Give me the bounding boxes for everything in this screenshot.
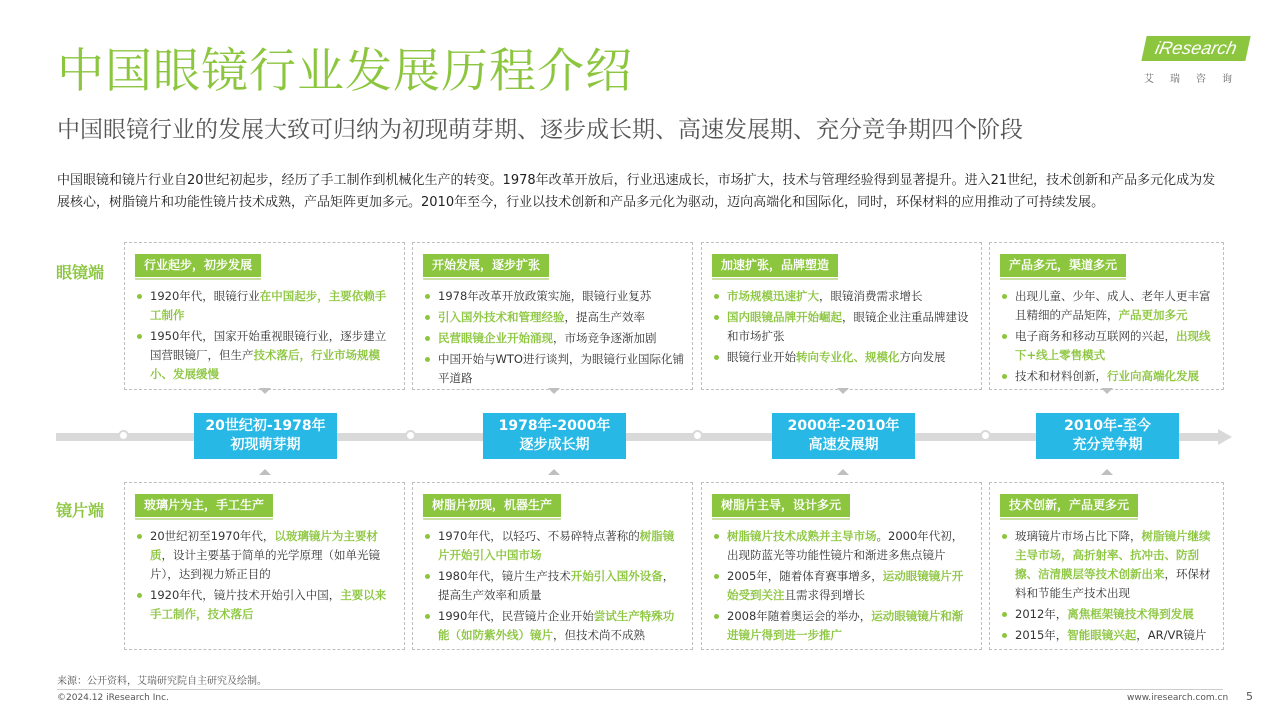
caret-up-icon <box>1101 469 1113 475</box>
timeline-node <box>118 430 129 441</box>
bullet-item <box>1000 287 1215 325</box>
period-years: 2000年-2010年 <box>787 418 900 434</box>
bullet-item <box>135 327 396 384</box>
highlight-text: 主要以来手工制作，技术落后 <box>150 588 387 621</box>
logo-chinese: 艾瑞咨询 <box>1144 74 1248 85</box>
item-text: ，但技术尚不成熟 <box>553 628 645 642</box>
highlight-text: 以玻璃镜片为主要材质 <box>150 529 378 562</box>
bullet-item <box>1000 605 1215 624</box>
period-2 <box>483 413 626 459</box>
top-box-tag: 产品多元，渠道多元 <box>1000 254 1126 277</box>
caret-up-icon <box>837 469 849 475</box>
highlight-text: 技术落后，行业市场规模小、发展缓慢 <box>150 348 380 381</box>
item-text: 1970年代，以轻巧、不易碎特点著称的 <box>438 529 640 543</box>
period-1 <box>194 413 337 459</box>
period-name: 充分竞争期 <box>1072 437 1143 453</box>
bullet-item <box>712 287 973 306</box>
item-text: 1920年代，眼镜行业 <box>150 289 260 303</box>
period-name: 高速发展期 <box>808 437 879 453</box>
caret-down-icon <box>548 388 560 394</box>
page-subtitle: 中国眼镜行业的发展大致可归纳为初现萌芽期、逐步成长期、高速发展期、充分竞争期四个阶段 <box>57 117 1023 143</box>
period-years: 20世纪初-1978年 <box>205 418 326 434</box>
highlight-text: 树脂镜片继续主导市场，高折射率、抗冲击、防刮擦、洁清膜层等技术创新出来 <box>1015 529 1211 581</box>
website-link: www.iresearch.com.cn <box>1127 693 1229 703</box>
highlight-text: 引入国外技术和管理经验 <box>438 310 565 324</box>
bottom-box-list <box>423 527 684 647</box>
period-years: 2010年-至今 <box>1064 418 1151 434</box>
bullet-item <box>135 527 396 584</box>
item-text: 1980年代，镜片生产技术 <box>438 569 571 583</box>
bullet-item <box>423 567 684 605</box>
item-text: 玻璃镜片市场占比下降， <box>1015 529 1142 543</box>
caret-down-icon <box>1101 388 1113 394</box>
item-text: ，市场竞争逐渐加剧 <box>553 331 657 345</box>
bullet-item <box>712 348 973 367</box>
item-text: 1990年代，民营镜片企业开始 <box>438 609 594 623</box>
item-text: 眼镜行业开始 <box>727 350 796 364</box>
bullet-item <box>423 527 684 565</box>
lens-side-label: 镜片端 <box>56 501 105 520</box>
footer-divider <box>57 689 1223 690</box>
item-text: 2015年， <box>1015 628 1068 642</box>
item-text: ，提高生产效率 <box>564 310 645 324</box>
period-4 <box>1036 413 1179 459</box>
source-note: 来源：公开资料，艾瑞研究院自主研究及绘制。 <box>57 676 267 687</box>
item-text: 方向发展 <box>899 350 946 364</box>
bullet-item <box>712 607 973 645</box>
period-name: 初现萌芽期 <box>230 437 301 453</box>
bullet-item <box>1000 367 1215 386</box>
page-number: 5 <box>1246 690 1253 703</box>
page-title: 中国眼镜行业发展历程介绍 <box>57 44 633 99</box>
item-text: ，提高生产效率和质量 <box>438 569 675 602</box>
logo-wordmark: iResearch <box>1141 36 1250 61</box>
bullet-item <box>423 329 684 348</box>
intro-paragraph: 中国眼镜和镜片行业自20世纪初起步，经历了手工制作到机械化生产的转变。1978年改革开放后，行业迅速成长，市场扩大，技术与管理经验得到显著提升。进入21世纪，技术创新和产品多元化成为发展核心，树脂镜片和功能性镜片技术成熟，产品矩阵更加多元。2010年至今，行业以技术创新和产品多元化为驱动，迈向高端化和国际化，同时，环保材料的应用推动了可持续发展。 <box>57 173 1216 210</box>
bullet-item <box>1000 327 1215 365</box>
top-box-3 <box>701 242 982 390</box>
item-text: 出现儿童、少年、成人、老年人更丰富且精细的产品矩阵， <box>1015 289 1211 322</box>
top-box-list <box>712 287 973 369</box>
item-text: ，环保材料和节能生产技术出现 <box>1015 567 1211 600</box>
item-text: 2005年，随着体育赛事增多， <box>727 569 883 583</box>
bottom-box-list <box>135 527 396 626</box>
item-text: ，AR/VR镜片 <box>1136 628 1207 642</box>
highlight-text: 运动眼镜镜片开始受到关注 <box>727 569 964 602</box>
highlight-text: 国内眼镜品牌开始崛起 <box>727 310 842 324</box>
bottom-box-tag: 技术创新，产品更多元 <box>1000 494 1138 517</box>
highlight-text: 树脂镜片技术成熟并主导市场 <box>727 529 877 543</box>
timeline-node <box>980 430 991 441</box>
highlight-text: 出现线下+线上零售模式 <box>1015 329 1211 362</box>
caret-down-icon <box>259 388 271 394</box>
highlight-text: 开始引入国外设备 <box>570 569 663 583</box>
highlight-text: 转向专业化、规模化 <box>796 350 900 364</box>
item-text: 技术和材料创新， <box>1015 369 1107 383</box>
item-text: ，眼镜企业注重品牌建设和市场扩张 <box>727 310 969 343</box>
item-text: 1950年代，国家开始重视眼镜行业，逐步建立国营眼镜厂，但生产 <box>150 329 387 362</box>
top-box-4 <box>989 242 1224 390</box>
top-box-list <box>135 287 396 386</box>
top-box-tag: 行业起步，初步发展 <box>135 254 261 277</box>
bottom-box-2 <box>412 482 693 650</box>
iresearch-logo <box>1140 36 1252 86</box>
bottom-box-4 <box>989 482 1224 650</box>
top-box-list <box>1000 287 1215 388</box>
period-3 <box>772 413 915 459</box>
caret-down-icon <box>837 388 849 394</box>
item-text: 20世纪初至1970年代， <box>150 529 275 543</box>
bottom-box-1 <box>124 482 405 650</box>
bullet-item <box>423 287 684 306</box>
bullet-item <box>135 586 396 624</box>
item-text: ，设计主要基于简单的光学原理（如单光镜片），达到视力矫正目的 <box>150 548 380 581</box>
top-box-tag: 开始发展，逐步扩张 <box>423 254 549 277</box>
bullet-item <box>712 527 973 565</box>
bottom-box-list <box>712 527 973 647</box>
bullet-item <box>712 308 973 346</box>
highlight-text: 智能眼镜兴起 <box>1067 628 1137 642</box>
bottom-box-3 <box>701 482 982 650</box>
bullet-item <box>135 287 396 325</box>
highlight-text: 树脂镜片开始引入中国市场 <box>438 529 675 562</box>
bottom-box-list <box>1000 527 1215 647</box>
item-text: 1978年改革开放政策实施，眼镜行业复苏 <box>438 289 652 303</box>
timeline-node <box>692 430 703 441</box>
top-box-tag: 加速扩张，品牌塑造 <box>712 254 838 277</box>
bullet-item <box>423 308 684 327</box>
item-text: 1920年代，镜片技术开始引入中国， <box>150 588 341 602</box>
highlight-text: 运动眼镜镜片和渐进镜片得到进一步推广 <box>727 609 964 642</box>
highlight-text: 尝试生产特殊功能（如防紫外线）镜片 <box>438 609 675 642</box>
bullet-item <box>423 350 684 388</box>
timeline-node <box>405 430 416 441</box>
item-text: 电子商务和移动互联网的兴起， <box>1015 329 1176 343</box>
item-text: 2008年随着奥运会的举办， <box>727 609 872 623</box>
bottom-box-tag: 树脂片初现，机器生产 <box>423 494 561 517</box>
highlight-text: 产品更加多元 <box>1118 308 1188 322</box>
highlight-text: 离焦框架镜技术得到发展 <box>1067 607 1194 621</box>
caret-up-icon <box>259 469 271 475</box>
top-box-2 <box>412 242 693 390</box>
highlight-text: 市场规模迅速扩大 <box>727 289 819 303</box>
item-text: ，眼镜消费需求增长 <box>819 289 923 303</box>
item-text: 中国开始与WTO进行谈判，为眼镜行业国际化铺平道路 <box>438 352 684 385</box>
timeline-arrow-icon <box>1218 429 1232 445</box>
item-text: 。2000年代初，出现防蓝光等功能性镜片和渐进多焦点镜片 <box>727 529 964 562</box>
eyeglasses-side-label: 眼镜端 <box>56 263 105 282</box>
bottom-box-tag: 玻璃片为主，手工生产 <box>135 494 273 517</box>
caret-up-icon <box>548 469 560 475</box>
top-box-1 <box>124 242 405 390</box>
copyright: ©2024.12 iResearch Inc. <box>57 693 169 703</box>
period-years: 1978年-2000年 <box>498 418 611 434</box>
bullet-item <box>1000 626 1215 645</box>
highlight-text: 在中国起步，主要依赖手工制作 <box>150 289 387 322</box>
highlight-text: 民营眼镜企业开始涌现 <box>438 331 553 345</box>
bullet-item <box>423 607 684 645</box>
period-name: 逐步成长期 <box>519 437 590 453</box>
bullet-item <box>712 567 973 605</box>
item-text: 且需求得到增长 <box>784 588 865 602</box>
top-box-list <box>423 287 684 390</box>
highlight-text: 行业向高端化发展 <box>1107 369 1199 383</box>
item-text: 2012年， <box>1015 607 1068 621</box>
bottom-box-tag: 树脂片主导，设计多元 <box>712 494 850 517</box>
bullet-item <box>1000 527 1215 603</box>
